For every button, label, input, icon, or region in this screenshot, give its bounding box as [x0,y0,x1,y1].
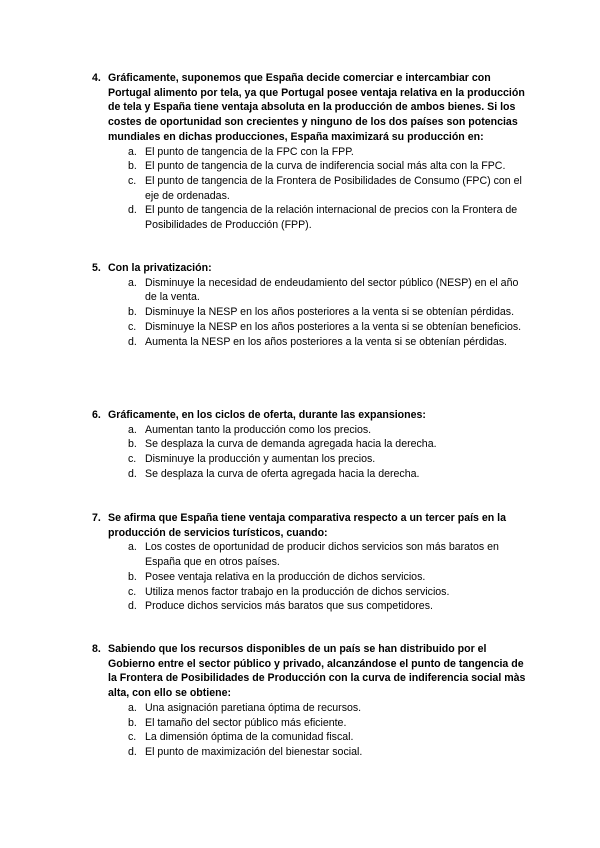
option-text: Se desplaza la curva de demanda agregada hacia la derecha. [145,438,437,451]
option-text: Disminuye la necesidad de endeudamiento del sector público (NESP) en el año de la venta. [145,276,519,304]
option-d [128,599,532,614]
question-6 [92,408,532,482]
option-text: Una asignación paretiana óptima de recursos. [145,701,362,714]
option-text: El tamaño del sector público más eficiente. [145,716,347,729]
option-d [128,203,532,232]
option-d [128,335,532,350]
option-text: El punto de tangencia de la Frontera de Posibilidades de Consumo (FPC) con el eje de ordenadas. [145,174,522,202]
question-8 [92,642,532,760]
option-d [128,745,532,760]
option-letter: b. [128,306,137,319]
option-c [128,585,532,600]
option-letter: a. [128,145,137,158]
option-text: Utiliza menos factor trabajo en la producción de dichos servicios. [145,585,450,598]
question-text: Gráficamente, suponemos que España decide comerciar e intercambiar con Portugal alimento por tela, ya que Portugal posee ventaja relativa en la producción de tela y España tiene ventaja absoluta en la producción de ambos bienes. Si los costes de oportunidad son crecientes y ninguno de los dos países son potencias mundiales en dichas producciones, España maximizará su producción en: [108,72,525,143]
question-number: 6. [92,409,101,421]
question-number: 5. [92,262,101,274]
question-number: 7. [92,512,101,524]
option-letter: d. [128,467,137,480]
question-heading [92,408,532,423]
option-letter: c. [128,585,137,598]
option-b [128,305,532,320]
option-letter: b. [128,716,137,729]
option-c [128,730,532,745]
option-letter: a. [128,541,137,554]
question-heading [92,71,532,145]
option-b [128,570,532,585]
question-text: Se afirma que España tiene ventaja comparativa respecto a un tercer país en la producción de servicios turísticos, cuando: [108,512,507,539]
option-d [128,467,532,482]
option-c [128,174,532,203]
question-heading [92,511,532,540]
option-letter: d. [128,745,137,758]
option-text: Aumentan tanto la producción como los precios. [145,423,372,436]
option-letter: d. [128,204,137,217]
option-text: El punto de tangencia de la curva de indiferencia social más alta con la FPC. [145,160,506,173]
option-letter: d. [128,335,137,348]
option-text: El punto de tangencia de la relación internacional de precios con la Frontera de Posibilidades de Producción (FPP). [145,204,518,232]
option-letter: d. [128,600,137,613]
option-text: Los costes de oportunidad de producir dichos servicios son más baratos en España que en otros países. [145,541,499,569]
option-list [92,423,532,482]
option-letter: b. [128,570,137,583]
option-letter: a. [128,276,137,289]
option-letter: a. [128,701,137,714]
question-heading [92,642,532,701]
question-number: 8. [92,643,101,655]
option-text: Posee ventaja relativa en la producción de dichos servicios. [145,570,426,583]
option-list [92,701,532,760]
option-text: Disminuye la NESP en los años posteriores a la venta si se obtenían beneficios. [145,320,522,333]
option-letter: b. [128,438,137,451]
option-c [128,320,532,335]
option-text: Aumenta la NESP en los años posteriores a la venta si se obtenían pérdidas. [145,335,507,348]
question-heading [92,261,532,276]
option-a [128,145,532,160]
option-list [92,276,532,350]
option-text: Disminuye la NESP en los años posteriores a la venta si se obtenían pérdidas. [145,306,515,319]
option-text: Se desplaza la curva de oferta agregada hacia la derecha. [145,467,420,480]
option-text: El punto de maximización del bienestar social. [145,745,363,758]
option-a [128,276,532,305]
option-letter: c. [128,453,137,466]
option-list [92,540,532,614]
question-7 [92,511,532,614]
option-text: La dimensión óptima de la comunidad fiscal. [145,731,354,744]
question-5 [92,261,532,349]
option-letter: c. [128,731,137,744]
option-text: El punto de tangencia de la FPC con la FPP. [145,145,354,158]
option-a [128,540,532,569]
option-b [128,437,532,452]
option-text: Produce dichos servicios más baratos que sus competidores. [145,600,433,613]
option-letter: a. [128,423,137,436]
option-a [128,423,532,438]
option-list [92,145,532,233]
option-letter: b. [128,160,137,173]
question-text: Sabiendo que los recursos disponibles de un país se han distribuido por el Gobierno entre el sector público y privado, alcanzándose el punto de tangencia de la Frontera de Posibilidades de Producción con la curva de indiferencia social màs alta, con ello se obtiene: [108,643,526,700]
option-b [128,159,532,174]
question-text: Gráficamente, en los ciclos de oferta, durante las expansiones: [108,409,426,421]
question-4 [92,71,532,233]
option-text: Disminuye la producción y aumentan los precios. [145,453,376,466]
option-letter: c. [128,320,137,333]
option-b [128,716,532,731]
option-a [128,701,532,716]
option-letter: c. [128,174,137,187]
question-number: 4. [92,72,101,84]
option-c [128,452,532,467]
question-text: Con la privatización: [108,262,212,274]
